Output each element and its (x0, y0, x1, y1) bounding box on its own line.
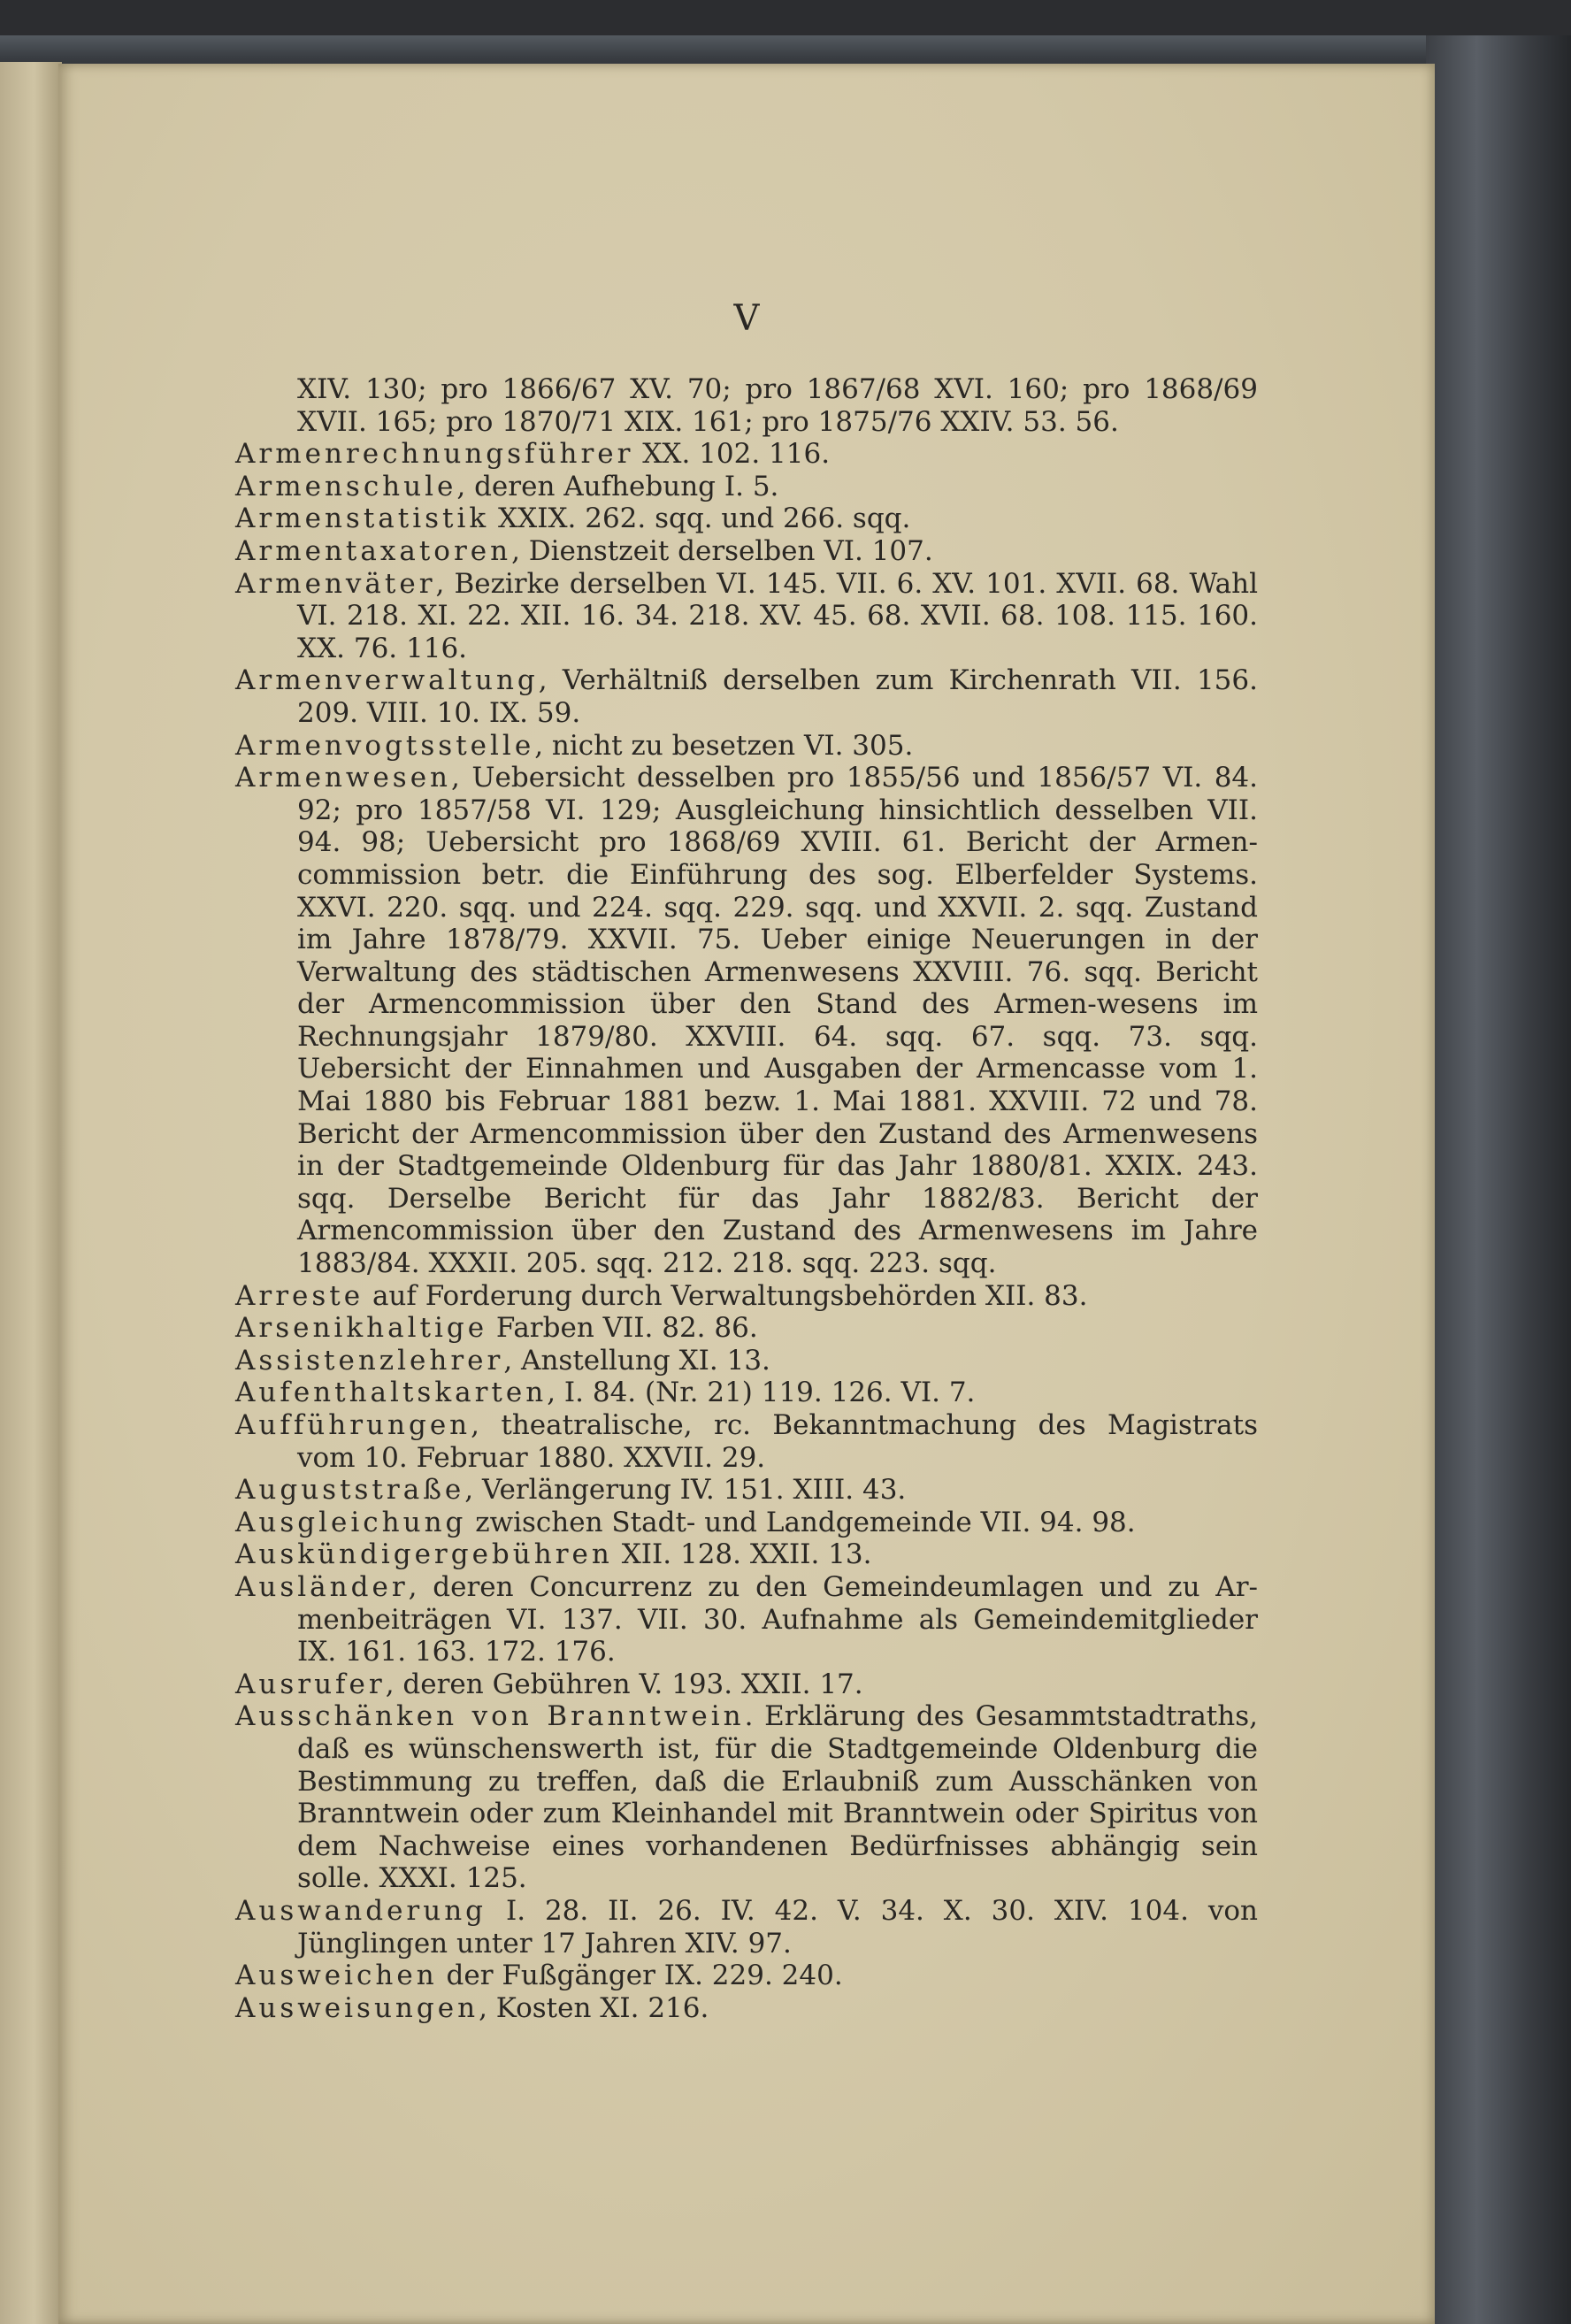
entry-text: XX. 102. 116. (633, 438, 831, 471)
index-entry (235, 664, 1258, 729)
entry-text: , Kosten XI. 216. (479, 1991, 709, 2024)
index-entry-continuation (235, 373, 1258, 438)
entry-text: Farben VII. 82. 86. (487, 1312, 758, 1345)
entry-keyword: Armentaxatoren (235, 534, 512, 567)
index-entry (235, 1507, 1258, 1539)
index-entry (235, 1280, 1258, 1313)
entry-keyword: Armenrechnungsführer (235, 438, 634, 471)
entry-keyword: Auguststraße (235, 1474, 465, 1507)
entry-text: , deren Aufhebung I. 5. (456, 470, 779, 502)
index-entry (235, 1409, 1258, 1474)
entry-text: , deren Gebühren V. 193. XXII. 17. (385, 1668, 863, 1700)
entry-text: I. 28. II. 26. IV. 42. V. 34. X. 30. XIV. 104. von Jünglingen unter 17 Jahren XIV. 97. (297, 1894, 1258, 1960)
index-entry (235, 1538, 1258, 1571)
index-body (235, 373, 1258, 2024)
entry-keyword: Arsenikhaltige (235, 1312, 488, 1345)
entry-text: zwischen Stadt- und Landgemeinde VII. 94. 98. (466, 1506, 1136, 1538)
book-cover-spine (1426, 35, 1571, 2324)
entry-keyword: Ausländer (235, 1570, 409, 1603)
index-entry (235, 502, 1258, 535)
entry-keyword: Armenvogtsstelle (235, 729, 535, 762)
entry-keyword: Arreste (235, 1279, 364, 1312)
entry-text: , Verhältniß derselben zum Kirchenrath VII. 156. 209. VIII. 10. IX. 59. (297, 664, 1258, 729)
entry-keyword: Ausrufer (235, 1668, 386, 1700)
index-entry (235, 1377, 1258, 1409)
entry-text: , theatralische, rc. Bekanntmachung des Magistrats vom 10. Februar 1880. XXVII. 29. (297, 1409, 1258, 1474)
entry-text: , deren Concurrenz zu den Gemeindeumlagen und zu Ar-menbeiträgen VI. 137. VII. 30. Aufnahme als Gemeindemitglieder IX. 161. 163. 172. 176. (297, 1570, 1258, 1668)
facing-page-edge (0, 62, 62, 2324)
entry-keyword: Ausschänken von Branntwein (235, 1700, 745, 1733)
entry-keyword: Aufenthaltskarten (235, 1377, 548, 1409)
entry-text: , I. 84. (Nr. 21) 119. 126. VI. 7. (547, 1377, 976, 1409)
index-entry (235, 1312, 1258, 1345)
entry-text: XXIX. 262. sqq. und 266. sqq. (489, 502, 911, 535)
entry-text: XII. 128. XXII. 13. (612, 1538, 872, 1571)
entry-keyword: Ausweichen (235, 1960, 438, 1992)
entry-keyword: Armenväter (235, 567, 436, 600)
index-entry (235, 730, 1258, 763)
index-entry (235, 535, 1258, 568)
entry-text: XIV. 130; pro 1866/67 XV. 70; pro 1867/68 XVI. 160; pro 1868/69 XVII. 165; pro 1870/71 XIX. 161; pro 1875/76 XXIV. 53. 56. (297, 373, 1258, 438)
index-entry (235, 1700, 1258, 1895)
index-entry (235, 471, 1258, 503)
entry-keyword: Armenstatistik (235, 502, 490, 535)
page-number: V (733, 298, 760, 339)
entry-text: , Uebersicht desselben pro 1855/56 und 1856/57 VI. 84. 92; pro 1857/58 VI. 129; Ausgleichung hinsichtlich desselben VII. 94. 98; Uebersicht pro 1868/69 XVIII. 61. Bericht der Armen-commission betr. die Einführung des sog. Elberfelder Systems. XXVI. 220. sqq. und 224. sqq. 229. sqq. und XXVII. 2. sqq. Zustand im Jahre 1878/79. XXVII. 75. Ueber einige Neuerungen in der Verwaltung des städtischen Armenwesens XXVIII. 76. sqq. Bericht der Armencommission über den Stand des Armen-wesens im Rechnungsjahr 1879/80. XXVIII. 64. sqq. 67. sqq. 73. sqq. Uebersicht der Einnahmen und Ausgaben der Armencasse vom 1. Mai 1880 bis Februar 1881 bezw. 1. Mai 1881. XXVIII. 72 und 78. Bericht der Armencommission über den Zustand des Armenwesens in der Stadtgemeinde Oldenburg für das Jahr 1880/81. XXIX. 243. sqq. Derselbe Bericht für das Jahr 1882/83. Bericht der Armencommission über den Zustand des Armenwesens im Jahre 1883/84. XXXII. 205. sqq. 212. 218. sqq. 223. sqq. (297, 762, 1258, 1280)
entry-keyword: Auswanderung (235, 1894, 487, 1927)
index-entry (235, 1345, 1258, 1377)
entry-keyword: Ausgleichung (235, 1506, 467, 1538)
entry-keyword: Assistenzlehrer (235, 1344, 504, 1377)
entry-text: auf Forderung durch Verwaltungsbehörden XII. 83. (364, 1279, 1088, 1312)
index-entry (235, 1571, 1258, 1668)
index-entry (235, 1992, 1258, 2025)
entry-keyword: Ausweisungen (235, 1991, 479, 2024)
book-page (58, 64, 1435, 2324)
entry-text: , Bezirke derselben VI. 145. VII. 6. XV. 101. XVII. 68. Wahl VI. 218. XI. 22. XII. 16. 34. 218. XV. 45. 68. XVII. 68. 108. 115. 160. XX. 76. 116. (297, 567, 1258, 664)
index-entry (235, 1895, 1258, 1960)
entry-text: . Erklärung des Gesammtstadtraths, daß es wünschenswerth ist, für die Stadtgemeinde Oldenburg die Bestimmung zu treffen, daß die Erlaubniß zum Ausschänken von Branntwein oder zum Kleinhandel mit Branntwein oder Spiritus von dem Nachweise eines vorhandenen Bedürfnisses abhängig sein solle. XXXI. 125. (297, 1700, 1258, 1895)
entry-keyword: Auskündigergebühren (235, 1538, 613, 1571)
entry-text: , Dienstzeit derselben VI. 107. (511, 534, 933, 567)
index-entry (235, 762, 1258, 1280)
entry-keyword: Armenschule (235, 470, 457, 502)
index-entry (235, 1668, 1258, 1701)
entry-text: , nicht zu besetzen VI. 305. (534, 729, 914, 762)
entry-keyword: Aufführungen (235, 1409, 471, 1441)
entry-text: , Verlängerung IV. 151. XIII. 43. (464, 1474, 907, 1507)
entry-text: , Anstellung XI. 13. (503, 1344, 770, 1377)
index-entry (235, 438, 1258, 471)
index-entry (235, 1474, 1258, 1507)
entry-keyword: Armenverwaltung (235, 664, 539, 697)
index-entry (235, 568, 1258, 665)
entry-keyword: Armenwesen (235, 762, 452, 794)
entry-text: der Fußgänger IX. 229. 240. (437, 1960, 843, 1992)
index-entry (235, 1960, 1258, 1992)
